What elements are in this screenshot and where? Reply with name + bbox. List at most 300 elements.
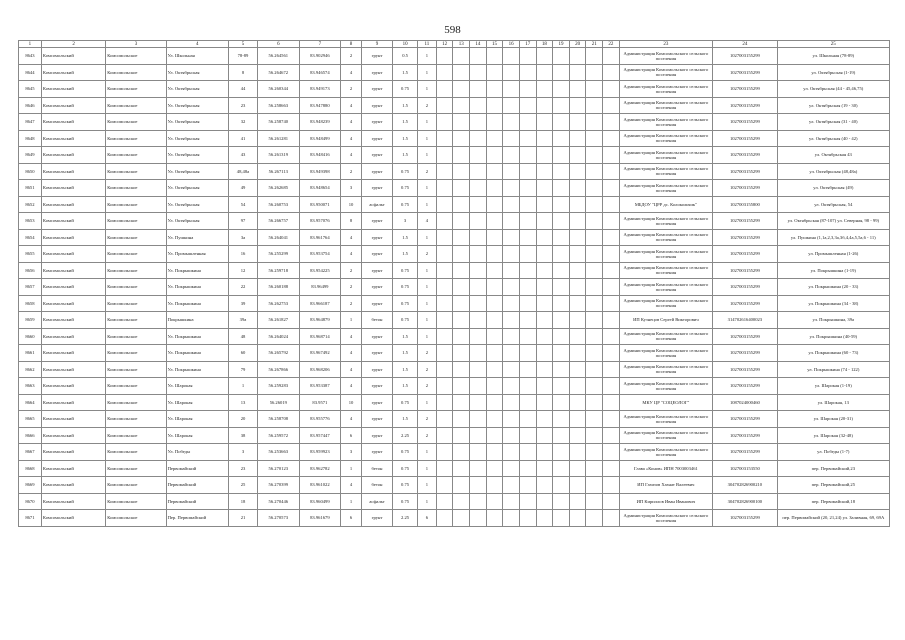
table-cell: Комсомольский <box>41 312 105 329</box>
table-cell: 56.262753 <box>258 295 300 312</box>
empty-cell <box>569 130 586 147</box>
empty-cell <box>486 180 503 197</box>
empty-cell <box>470 345 487 362</box>
table-row <box>19 196 890 213</box>
table-row <box>19 147 890 164</box>
empty-cell <box>603 147 620 164</box>
empty-cell <box>503 510 520 527</box>
empty-cell <box>486 394 503 411</box>
empty-cell <box>436 295 453 312</box>
table-cell: 56.261319 <box>258 147 300 164</box>
empty-cell <box>470 246 487 263</box>
empty-cell <box>586 114 603 131</box>
empty-cell <box>603 279 620 296</box>
table-cell: Комсомольский <box>41 378 105 395</box>
table-cell: 83.902946 <box>299 48 341 65</box>
empty-cell <box>586 213 603 230</box>
empty-cell <box>569 64 586 81</box>
empty-cell <box>436 328 453 345</box>
table-cell: 4 <box>341 246 362 263</box>
empty-cell <box>436 411 453 428</box>
empty-cell <box>553 477 570 494</box>
table-cell: 1027003155299 <box>713 279 777 296</box>
table-cell: 0.75 <box>393 312 418 329</box>
table-row <box>19 460 890 477</box>
table-cell: 21 <box>228 510 257 527</box>
table-cell: Комсомольский <box>41 510 105 527</box>
table-cell: Комсомольское <box>106 213 166 230</box>
table-cell: 83.948654 <box>299 180 341 197</box>
empty-cell <box>453 163 470 180</box>
empty-cell <box>503 444 520 461</box>
table-row <box>19 48 890 65</box>
empty-cell <box>503 493 520 510</box>
page-number: 598 <box>444 24 461 36</box>
table-cell: 0.75 <box>393 477 418 494</box>
empty-cell <box>470 196 487 213</box>
empty-cell <box>603 411 620 428</box>
empty-cell <box>453 81 470 98</box>
table-cell: 8660 <box>19 328 42 345</box>
empty-cell <box>553 460 570 477</box>
table-cell: 1087024000460 <box>713 394 777 411</box>
empty-cell <box>453 196 470 213</box>
empty-cell <box>436 48 453 65</box>
table-cell: 2 <box>418 427 437 444</box>
empty-cell <box>436 114 453 131</box>
empty-cell <box>569 163 586 180</box>
empty-cell <box>503 411 520 428</box>
empty-cell <box>470 312 487 329</box>
table-cell: 1027003155299 <box>713 180 777 197</box>
empty-cell <box>486 510 503 527</box>
table-cell: Ул. Пушкина <box>166 229 228 246</box>
table-cell: 1027003153550 <box>713 460 777 477</box>
empty-cell <box>470 444 487 461</box>
empty-cell <box>503 147 520 164</box>
table-cell: ул. Победы (1-7) <box>777 444 889 461</box>
table-cell: Ул. Октябрьская <box>166 64 228 81</box>
table-cell: грунт <box>361 64 392 81</box>
table-cell: Комсомольский <box>41 180 105 197</box>
table-cell: 8655 <box>19 246 42 263</box>
empty-cell <box>503 345 520 362</box>
empty-cell <box>603 510 620 527</box>
table-cell: 0.75 <box>393 394 418 411</box>
table-cell: Администрация Комсомольского сельского поселения <box>619 510 713 527</box>
empty-cell <box>553 312 570 329</box>
table-cell: Ул. Октябрьская <box>166 196 228 213</box>
table-cell: 54 <box>228 196 257 213</box>
table-cell: 56.258708 <box>258 411 300 428</box>
table-cell: Администрация Комсомольского сельского поселения <box>619 444 713 461</box>
table-cell: 0.75 <box>393 163 418 180</box>
table-cell: 8648 <box>19 130 42 147</box>
empty-cell <box>453 394 470 411</box>
table-cell: 22 <box>228 279 257 296</box>
empty-cell <box>586 477 603 494</box>
empty-cell <box>470 295 487 312</box>
table-cell: 44 <box>228 81 257 98</box>
table-cell: Ул. Октябрьская <box>166 163 228 180</box>
empty-cell <box>453 279 470 296</box>
table-cell: 8661 <box>19 345 42 362</box>
empty-cell <box>553 328 570 345</box>
empty-cell <box>453 444 470 461</box>
empty-cell <box>436 345 453 362</box>
table-cell: 56.258740 <box>258 114 300 131</box>
table-cell: 8650 <box>19 163 42 180</box>
table-cell: Комсомольское <box>106 444 166 461</box>
table-cell: бетон <box>361 460 392 477</box>
table-row <box>19 477 890 494</box>
table-cell: 1027003155299 <box>713 147 777 164</box>
table-cell: Комсомольское <box>106 180 166 197</box>
table-cell: грунт <box>361 394 392 411</box>
empty-cell <box>436 147 453 164</box>
table-cell: ИП Газизов Хазнат Валеевич <box>619 477 713 494</box>
table-cell: 6 <box>341 427 362 444</box>
table-cell: Комсомольский <box>41 493 105 510</box>
empty-cell <box>503 114 520 131</box>
table-cell: ул. Шарокая (32-48) <box>777 427 889 444</box>
empty-cell <box>453 262 470 279</box>
table-cell: Ул. Октябрьская <box>166 180 228 197</box>
empty-cell <box>486 279 503 296</box>
table-cell: 23 <box>228 97 257 114</box>
table-cell: 23 <box>228 460 257 477</box>
empty-cell <box>486 460 503 477</box>
table-cell: 10 <box>341 196 362 213</box>
table-cell: Комсомольский <box>41 130 105 147</box>
table-cell: 8658 <box>19 295 42 312</box>
table-row <box>19 345 890 362</box>
table-cell: 0.75 <box>393 81 418 98</box>
table-cell: 1 <box>418 477 437 494</box>
table-cell: Комсомольский <box>41 427 105 444</box>
empty-cell <box>519 81 536 98</box>
empty-cell <box>536 262 553 279</box>
empty-cell <box>503 427 520 444</box>
table-cell: Ул. Шарокая <box>166 411 228 428</box>
table-cell: Комсомольское <box>106 48 166 65</box>
registry-table-container <box>18 40 890 527</box>
table-cell: Комсомольский <box>41 477 105 494</box>
table-cell: 1.5 <box>393 345 418 362</box>
table-row <box>19 312 890 329</box>
empty-cell <box>453 180 470 197</box>
empty-cell <box>453 229 470 246</box>
table-cell: 1 <box>418 460 437 477</box>
column-header: 6 <box>258 41 300 48</box>
empty-cell <box>536 477 553 494</box>
empty-cell <box>569 460 586 477</box>
empty-cell <box>519 460 536 477</box>
table-cell: 4 <box>341 229 362 246</box>
table-cell: 8647 <box>19 114 42 131</box>
empty-cell <box>586 295 603 312</box>
empty-cell <box>486 114 503 131</box>
table-cell: ул. Октябрьская (87-107) ул. Северная, 98 - 99) <box>777 213 889 230</box>
empty-cell <box>536 427 553 444</box>
table-cell: 1 <box>418 196 437 213</box>
table-cell: 2 <box>341 262 362 279</box>
table-cell: 1027003155800 <box>713 196 777 213</box>
table-cell: Ул. Шарокая <box>166 427 228 444</box>
empty-cell <box>470 147 487 164</box>
table-cell: Комсомольский <box>41 328 105 345</box>
empty-cell <box>603 64 620 81</box>
empty-cell <box>470 180 487 197</box>
empty-cell <box>586 460 603 477</box>
empty-cell <box>519 378 536 395</box>
empty-cell <box>470 394 487 411</box>
empty-cell <box>603 180 620 197</box>
table-cell: бетон <box>361 477 392 494</box>
table-cell: 8651 <box>19 180 42 197</box>
table-cell: 1 <box>418 279 437 296</box>
table-cell: грунт <box>361 180 392 197</box>
table-cell: Комсомольское <box>106 312 166 329</box>
empty-cell <box>536 295 553 312</box>
empty-cell <box>586 394 603 411</box>
table-cell: 56.26019 <box>258 394 300 411</box>
empty-cell <box>519 64 536 81</box>
table-cell: 1.5 <box>393 229 418 246</box>
empty-cell <box>486 213 503 230</box>
empty-cell <box>436 262 453 279</box>
empty-cell <box>486 493 503 510</box>
table-cell: 1.5 <box>393 411 418 428</box>
table-cell: Комсомольский <box>41 229 105 246</box>
table-cell: 8668 <box>19 460 42 477</box>
table-cell: 83.959923 <box>299 444 341 461</box>
table-cell: 83.955776 <box>299 411 341 428</box>
table-cell: грунт <box>361 81 392 98</box>
table-cell: ул. Октябрьская, 54 <box>777 196 889 213</box>
empty-cell <box>486 477 503 494</box>
empty-cell <box>503 229 520 246</box>
empty-cell <box>436 361 453 378</box>
table-cell: Комсомольский <box>41 295 105 312</box>
empty-cell <box>453 378 470 395</box>
table-cell: 8671 <box>19 510 42 527</box>
table-row <box>19 97 890 114</box>
table-cell: 83.960499 <box>299 493 341 510</box>
empty-cell <box>436 130 453 147</box>
column-header: 1 <box>19 41 42 48</box>
table-cell: 1027003155299 <box>713 213 777 230</box>
empty-cell <box>453 328 470 345</box>
empty-cell <box>436 312 453 329</box>
column-header: 24 <box>713 41 777 48</box>
table-cell: грунт <box>361 114 392 131</box>
empty-cell <box>553 262 570 279</box>
table-cell: грунт <box>361 361 392 378</box>
empty-cell <box>569 345 586 362</box>
table-cell: ул. Покрышкина, 39а <box>777 312 889 329</box>
table-row <box>19 81 890 98</box>
table-cell: 1027003155299 <box>713 427 777 444</box>
table-cell: Первомайский <box>166 493 228 510</box>
empty-cell <box>603 477 620 494</box>
table-cell: бетон <box>361 312 392 329</box>
empty-cell <box>486 48 503 65</box>
table-cell: Комсомольское <box>106 114 166 131</box>
table-row <box>19 493 890 510</box>
table-cell: Администрация Комсомольского сельского поселения <box>619 213 713 230</box>
table-cell: Комсомольское <box>106 196 166 213</box>
table-cell: Комсомольский <box>41 460 105 477</box>
table-row <box>19 394 890 411</box>
empty-cell <box>569 279 586 296</box>
empty-cell <box>436 460 453 477</box>
table-cell: Глава «Конов» ИПН 7003003461 <box>619 460 713 477</box>
empty-cell <box>470 427 487 444</box>
table-cell: 1 <box>418 48 437 65</box>
table-cell: Администрация Комсомольского сельского поселения <box>619 180 713 197</box>
empty-cell <box>536 493 553 510</box>
table-row <box>19 328 890 345</box>
table-cell: 1027003155299 <box>713 510 777 527</box>
empty-cell <box>569 411 586 428</box>
table-cell: 2 <box>418 246 437 263</box>
table-cell: 1.5 <box>393 64 418 81</box>
table-cell: грунт <box>361 411 392 428</box>
table-cell: пер. Первомайский,25 <box>777 477 889 494</box>
table-cell: Комсомольское <box>106 295 166 312</box>
table-cell: 10 <box>341 394 362 411</box>
empty-cell <box>436 394 453 411</box>
header-row <box>19 41 890 48</box>
table-row <box>19 378 890 395</box>
empty-cell <box>470 411 487 428</box>
table-cell: Комсомольское <box>106 345 166 362</box>
table-cell: Администрация Комсомольского сельского поселения <box>619 295 713 312</box>
empty-cell <box>486 246 503 263</box>
empty-cell <box>586 229 603 246</box>
empty-cell <box>453 130 470 147</box>
table-cell: 0.5 <box>393 48 418 65</box>
empty-cell <box>553 48 570 65</box>
table-cell: ИП Кириллов Иван Иванович <box>619 493 713 510</box>
table-cell: Комсомольское <box>106 147 166 164</box>
table-cell: Комсомольский <box>41 279 105 296</box>
empty-cell <box>586 97 603 114</box>
table-cell: 8644 <box>19 64 42 81</box>
table-cell: 6 <box>418 510 437 527</box>
empty-cell <box>486 262 503 279</box>
table-cell: Комсомольское <box>106 163 166 180</box>
empty-cell <box>519 279 536 296</box>
table-cell: 1027003155299 <box>713 262 777 279</box>
table-cell: 0.75 <box>393 444 418 461</box>
table-cell: 56.270573 <box>258 510 300 527</box>
empty-cell <box>603 394 620 411</box>
table-cell: 1 <box>418 130 437 147</box>
column-header: 8 <box>341 41 362 48</box>
table-cell: 1027003155299 <box>713 163 777 180</box>
table-cell: 1 <box>341 312 362 329</box>
empty-cell <box>603 213 620 230</box>
empty-cell <box>603 48 620 65</box>
table-cell: 1 <box>418 229 437 246</box>
table-cell: 2 <box>341 48 362 65</box>
table-cell: Комсомольский <box>41 48 105 65</box>
table-cell: грунт <box>361 444 392 461</box>
table-cell: 1027003155299 <box>713 64 777 81</box>
table-cell: Администрация Комсомольского сельского поселения <box>619 361 713 378</box>
table-cell: асфальт <box>361 493 392 510</box>
table-cell: 56.270399 <box>258 477 300 494</box>
table-cell: 1.5 <box>393 114 418 131</box>
empty-cell <box>519 147 536 164</box>
empty-cell <box>519 312 536 329</box>
table-cell: 1027003155299 <box>713 378 777 395</box>
table-cell: 56.259572 <box>258 427 300 444</box>
empty-cell <box>486 97 503 114</box>
empty-cell <box>436 196 453 213</box>
empty-cell <box>586 444 603 461</box>
table-cell: 1 <box>418 180 437 197</box>
table-row <box>19 411 890 428</box>
empty-cell <box>586 361 603 378</box>
empty-cell <box>453 312 470 329</box>
table-cell: Администрация Комсомольского сельского поселения <box>619 147 713 164</box>
table-cell: 83.953754 <box>299 246 341 263</box>
table-cell: 56.267866 <box>258 361 300 378</box>
column-header: 11 <box>418 41 437 48</box>
empty-cell <box>453 477 470 494</box>
table-cell: ИП Кузнецов Сергей Викторович <box>619 312 713 329</box>
table-cell: 4 <box>341 378 362 395</box>
empty-cell <box>503 163 520 180</box>
table-cell: 0.75 <box>393 493 418 510</box>
empty-cell <box>569 114 586 131</box>
empty-cell <box>486 196 503 213</box>
empty-cell <box>470 460 487 477</box>
table-cell: 83.9571 <box>299 394 341 411</box>
empty-cell <box>569 427 586 444</box>
empty-cell <box>470 477 487 494</box>
table-row <box>19 246 890 263</box>
table-cell: грунт <box>361 246 392 263</box>
empty-cell <box>486 81 503 98</box>
empty-cell <box>519 295 536 312</box>
table-cell: МКУ ЦР "СОЦЕОЛОГ" <box>619 394 713 411</box>
empty-cell <box>569 394 586 411</box>
empty-cell <box>536 97 553 114</box>
table-cell: Комсомольское <box>106 64 166 81</box>
table-cell: 83.947880 <box>299 97 341 114</box>
table-cell: 1.5 <box>393 130 418 147</box>
empty-cell <box>519 163 536 180</box>
column-header: 21 <box>586 41 603 48</box>
table-cell: грунт <box>361 213 392 230</box>
table-cell: Комсомольский <box>41 97 105 114</box>
table-cell: Ул. Октябрьская <box>166 130 228 147</box>
table-cell: 83.949173 <box>299 81 341 98</box>
table-cell: 3 <box>228 444 257 461</box>
table-cell: 49 <box>228 180 257 197</box>
empty-cell <box>569 81 586 98</box>
empty-cell <box>453 213 470 230</box>
empty-cell <box>470 510 487 527</box>
empty-cell <box>453 295 470 312</box>
table-cell: ул. Школьная (78-89) <box>777 48 889 65</box>
table-cell: 39 <box>228 295 257 312</box>
table-cell: 0.75 <box>393 180 418 197</box>
